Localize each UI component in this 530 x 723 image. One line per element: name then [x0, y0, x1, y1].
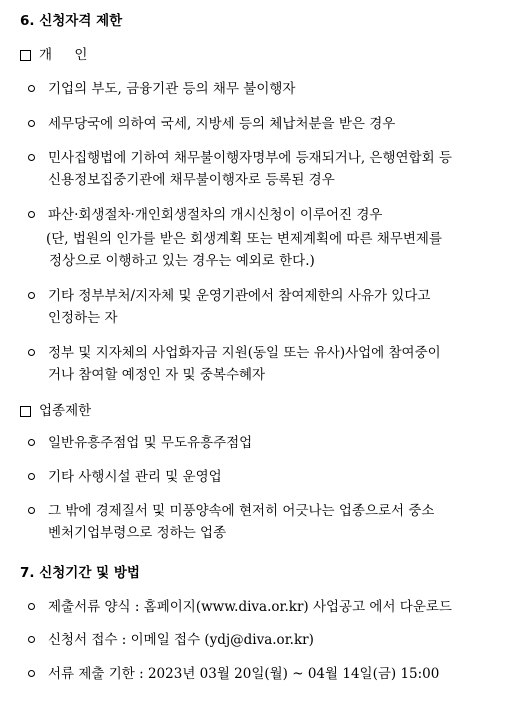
circle-bullet-icon [28, 439, 35, 446]
list-item-text: 서류 제출 기한 : 2023년 03월 20일(월) ~ 04월 14일(금) 15:00 [48, 666, 440, 682]
circle-bullet-icon [28, 473, 35, 480]
exception-note [46, 228, 442, 272]
list-item-text: 인정하는 자 [48, 310, 118, 326]
individual-label: 개 인 [39, 47, 97, 63]
circle-bullet-icon [28, 154, 35, 161]
list-item-text: 일반유흥주점업 및 무도유흥주점업 [48, 435, 253, 451]
industry-subheading [20, 401, 91, 421]
checkbox-square-icon [20, 50, 31, 61]
list-item-text: 신청서 접수 : 이메일 접수 (ydj@diva.or.kr) [48, 632, 314, 648]
circle-bullet-icon [28, 349, 35, 356]
list-item-text: 민사집행법에 기하여 채무불이행자명부에 등재되거나, 은행연합회 등 [48, 150, 452, 166]
list-item-text: 신용정보집중기관에 채무불이행자로 등록된 경우 [48, 172, 335, 188]
circle-bullet-icon [28, 120, 35, 127]
list-item-text: 그 밖에 경제질서 및 미풍양속에 현저히 어긋나는 업종으로서 중소 [48, 503, 435, 519]
section-6-heading: 6. 신청자격 제한 [20, 13, 123, 29]
section-7-heading: 7. 신청기간 및 방법 [20, 565, 140, 581]
circle-bullet-icon [28, 603, 35, 610]
list-item-text: 거나 참여할 예정인 자 및 중복수혜자 [48, 367, 266, 383]
list-item-text: 세무당국에 의하여 국세, 지방세 등의 체납처분을 받은 경우 [48, 116, 396, 132]
checkbox-square-icon [20, 406, 31, 417]
list-item-text: 파산·회생절차·개인회생절차의 개시신청이 이루어진 경우 [48, 207, 383, 223]
note-text: (단, 법원의 인가를 받은 회생계획 또는 변제계획에 따른 채무변제를 [46, 231, 442, 247]
circle-bullet-icon [28, 507, 35, 514]
note-text: 정상으로 이행하고 있는 경우는 예외로 한다.) [49, 253, 315, 269]
list-item-text: 기타 사행시설 관리 및 운영업 [48, 469, 222, 485]
list-item-text: 기타 정부부처/지자체 및 운영기관에서 참여제한의 사유가 있다고 [48, 288, 431, 304]
circle-bullet-icon [28, 292, 35, 299]
list-item-text: 기업의 부도, 금융기관 등의 채무 불이행자 [48, 81, 296, 97]
circle-bullet-icon [28, 85, 35, 92]
circle-bullet-icon [28, 211, 35, 218]
industry-label: 업종제한 [39, 403, 92, 419]
list-item-text: 벤처기업부령으로 정하는 업종 [48, 525, 227, 541]
individual-subheading [20, 45, 96, 65]
list-item-text: 정부 및 지자체의 사업화자금 지원(동일 또는 유사)사업에 참여중이 [48, 345, 441, 361]
circle-bullet-icon [28, 636, 35, 643]
list-item-text: 제출서류 양식 : 홈페이지(www.diva.or.kr) 사업공고 에서 다운로드 [48, 599, 452, 615]
circle-bullet-icon [28, 670, 35, 677]
